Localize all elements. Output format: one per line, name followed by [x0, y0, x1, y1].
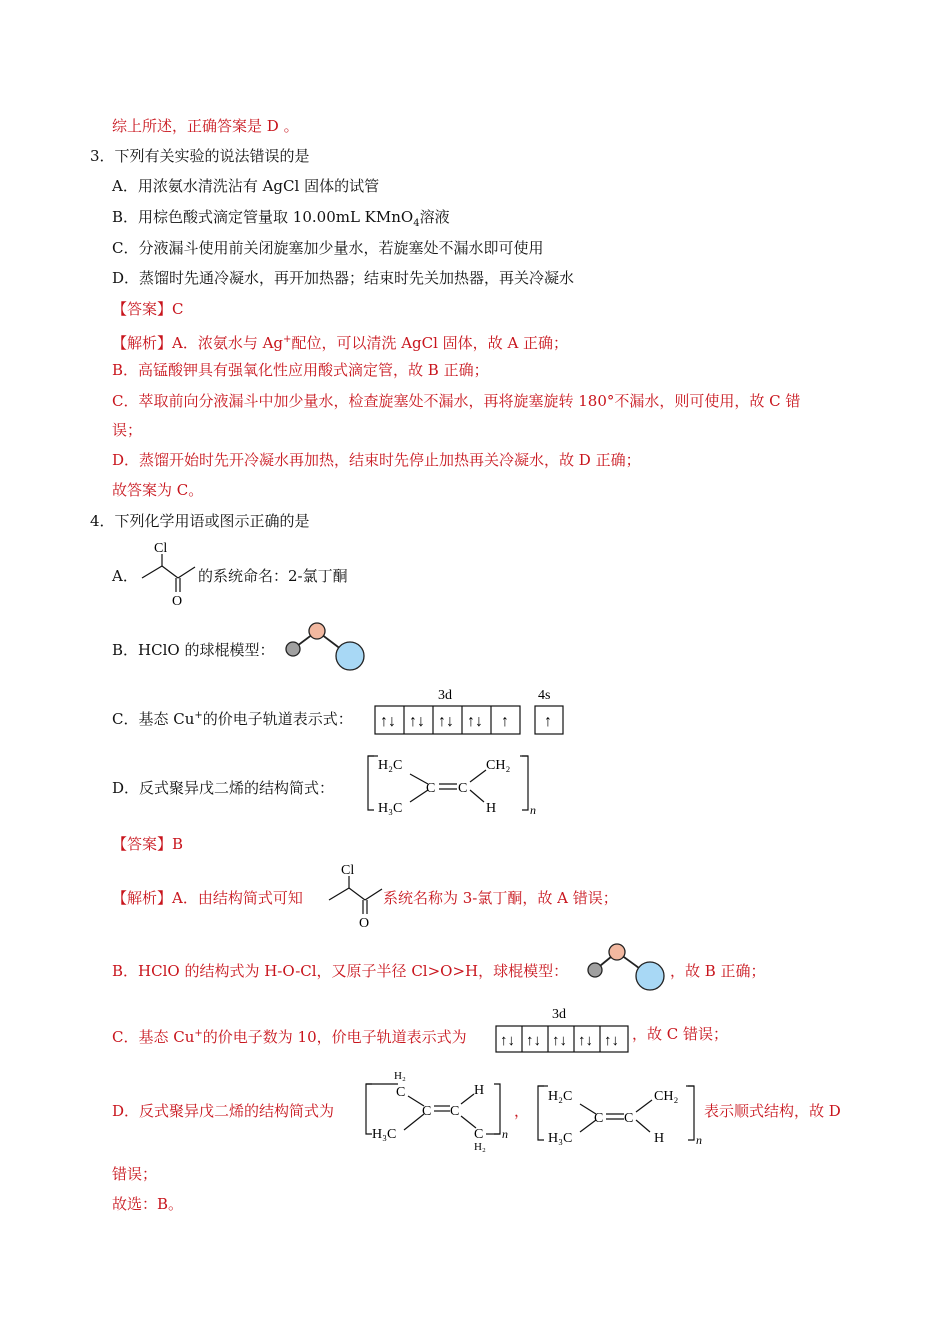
h3c-group: H₃C: [372, 1127, 397, 1142]
q4-explain-b-pre: B．HClO 的结构式为 H-O-Cl，又原子半径 Cl>O>H，球棍模型：: [112, 962, 569, 980]
label-4s: 4s: [538, 688, 551, 703]
q3-option-d: D．蒸馏时先通冷凝水，再开加热器；结束时先关加热器，再关冷凝水: [112, 269, 575, 287]
c-atom: C: [426, 781, 436, 796]
cl-atom: [336, 642, 364, 670]
h-atom-label: H: [654, 1131, 665, 1146]
c-atom: C: [450, 1104, 460, 1119]
q3-conclusion: 故答案为 C。: [112, 481, 204, 499]
ex4c-text: C．基态 Cu: [112, 1028, 195, 1046]
q4-option-a-text: 的系统命名：2-氯丁酮: [198, 567, 348, 585]
hclo-ball-stick-model-explain: [584, 940, 670, 992]
q3-answer: 【答案】C: [112, 300, 184, 318]
c-atom: C: [422, 1104, 432, 1119]
q4-explain-d2: 错误；: [112, 1165, 158, 1183]
cis-polymer-structure-explain: [534, 1078, 706, 1150]
orbital-up-down: ↑↓: [380, 713, 396, 730]
ch2-group: CH₂: [486, 758, 511, 773]
q4-explain-c-post: ，故 C 错误；: [632, 1025, 729, 1043]
q3b-subscript: 4: [413, 218, 420, 229]
ex3a-superscript: +: [283, 334, 292, 345]
orbital-up-down: ↑↓: [467, 713, 483, 730]
q4c-tail: 的价电子轨道表示式：: [202, 710, 353, 728]
h-atom-label: H: [486, 801, 497, 816]
hclo-ball-stick-model-b: [280, 620, 370, 672]
h3c-group: H₃C: [548, 1131, 573, 1146]
orbital-up-down: ↑↓: [604, 1033, 619, 1049]
label-3d: 3d: [438, 688, 452, 703]
summary-line: 综上所述，正确答案是 D 。: [112, 117, 299, 135]
q4-explain-a-pre: 【解析】A．由结构简式可知: [112, 889, 303, 907]
q3b-tail: 溶液: [419, 208, 450, 226]
c-atom: C: [624, 1111, 634, 1126]
q4-option-d: D．反式聚异戊二烯的结构简式：: [112, 779, 335, 797]
c-atom: C: [474, 1127, 484, 1142]
h2c-group: H₂C: [548, 1089, 573, 1104]
ch2-group: CH₂: [654, 1089, 679, 1104]
orbital-up-down: ↑↓: [526, 1033, 541, 1049]
chloroketone-structure-a: [138, 538, 198, 610]
trans-polymer-structure-explain: [362, 1066, 518, 1152]
orbital-up-down: ↑↓: [438, 713, 454, 730]
c-atom: C: [458, 781, 468, 796]
q4-conclusion: 故选：B。: [112, 1195, 184, 1213]
n-subscript: n: [696, 1133, 702, 1147]
orbital-up: ↑: [501, 713, 509, 730]
n-subscript: n: [502, 1127, 508, 1141]
q4-explain-c-pre: [112, 1024, 467, 1047]
cl-label: Cl: [341, 863, 355, 878]
q4-option-c: [112, 706, 353, 729]
o-atom: [609, 944, 625, 960]
orbital-up-down: ↑↓: [409, 713, 425, 730]
h2c-group: H₂C: [378, 758, 403, 773]
ex4c-mid: 的价电子数为 10，价电子轨道表示式为: [202, 1028, 467, 1046]
q3-explain-c2: 误；: [112, 421, 143, 439]
q4-explain-a-post: 系统名称为 3-氯丁酮，故 A 错误；: [383, 889, 618, 907]
orbital-up: ↑: [544, 713, 552, 730]
q3-explain-c1: C．萃取前向分液漏斗中加少量水，检查旋塞处不漏水，再将旋塞旋转 180°不漏水，则可使用，故 C 错: [112, 392, 801, 410]
q4-explain-b-post: ，故 B 正确；: [670, 962, 766, 980]
h-atom-label: H: [474, 1083, 485, 1098]
h-atom: [588, 963, 602, 977]
q3-option-b: [112, 207, 450, 234]
ex4c-superscript: +: [194, 1028, 203, 1039]
q3-explain-b: B．高锰酸钾具有强氧化性应用酸式滴定管，故 B 正确；: [112, 361, 489, 379]
cu-orbital-diagram-explain: [494, 1004, 634, 1054]
q4-option-a-label: A．: [112, 567, 138, 585]
cl-label: Cl: [154, 541, 168, 556]
cu-orbital-diagram-c: [372, 686, 568, 738]
c-atom: C: [396, 1085, 406, 1100]
ex3a-text: 【解析】A．浓氨水与 Ag: [112, 334, 284, 352]
polymer-structure-d: [364, 748, 544, 820]
q4-option-b: B．HClO 的球棍模型：: [112, 641, 275, 659]
n-subscript: n: [530, 803, 536, 817]
q3-option-c: C．分液漏斗使用前关闭旋塞加少量水，若旋塞处不漏水即可使用: [112, 239, 544, 257]
c-atom: C: [594, 1111, 604, 1126]
orbital-up-down: ↑↓: [552, 1033, 567, 1049]
label-3d: 3d: [552, 1007, 566, 1022]
cl-atom: [636, 962, 664, 990]
o-atom: [309, 623, 325, 639]
ex3a-tail: 配位，可以清洗 AgCl 固体，故 A 正确；: [291, 334, 569, 352]
question-4-stem: 4．下列化学用语或图示正确的是: [90, 512, 310, 530]
orbital-up-down: ↑↓: [578, 1033, 593, 1049]
q3-explain-d: D．蒸馏开始时先开冷凝水再加热，结束时先停止加热再关冷凝水，故 D 正确；: [112, 451, 641, 469]
q3-explain-a: [112, 330, 568, 353]
h-atom: [286, 642, 300, 656]
q4c-text: C．基态 Cu: [112, 710, 195, 728]
q4-answer: 【答案】B: [112, 835, 184, 853]
h2-subgroup: H₂: [474, 1141, 486, 1152]
h3c-group: H₃C: [378, 801, 403, 816]
q4-explain-d-pre: D．反式聚异戊二烯的结构简式为: [112, 1102, 335, 1120]
o-label: O: [172, 594, 183, 609]
o-label: O: [359, 916, 370, 931]
orbital-up-down: ↑↓: [500, 1033, 515, 1049]
chloroketone-structure-explain: [325, 860, 385, 932]
q4-explain-d-comma: ，: [514, 1102, 530, 1120]
q3-option-a: A．用浓氨水清洗沾有 AgCl 固体的试管: [112, 177, 380, 195]
q3b-text: B．用棕色酸式滴定管量取 10.00mL KMnO: [112, 208, 414, 226]
q4c-superscript: +: [194, 710, 203, 721]
h2-subgroup: H₂: [394, 1070, 406, 1082]
question-3-stem: 3．下列有关实验的说法错误的是: [90, 147, 310, 165]
q4-explain-d-post: 表示顺式结构，故 D: [704, 1102, 841, 1120]
